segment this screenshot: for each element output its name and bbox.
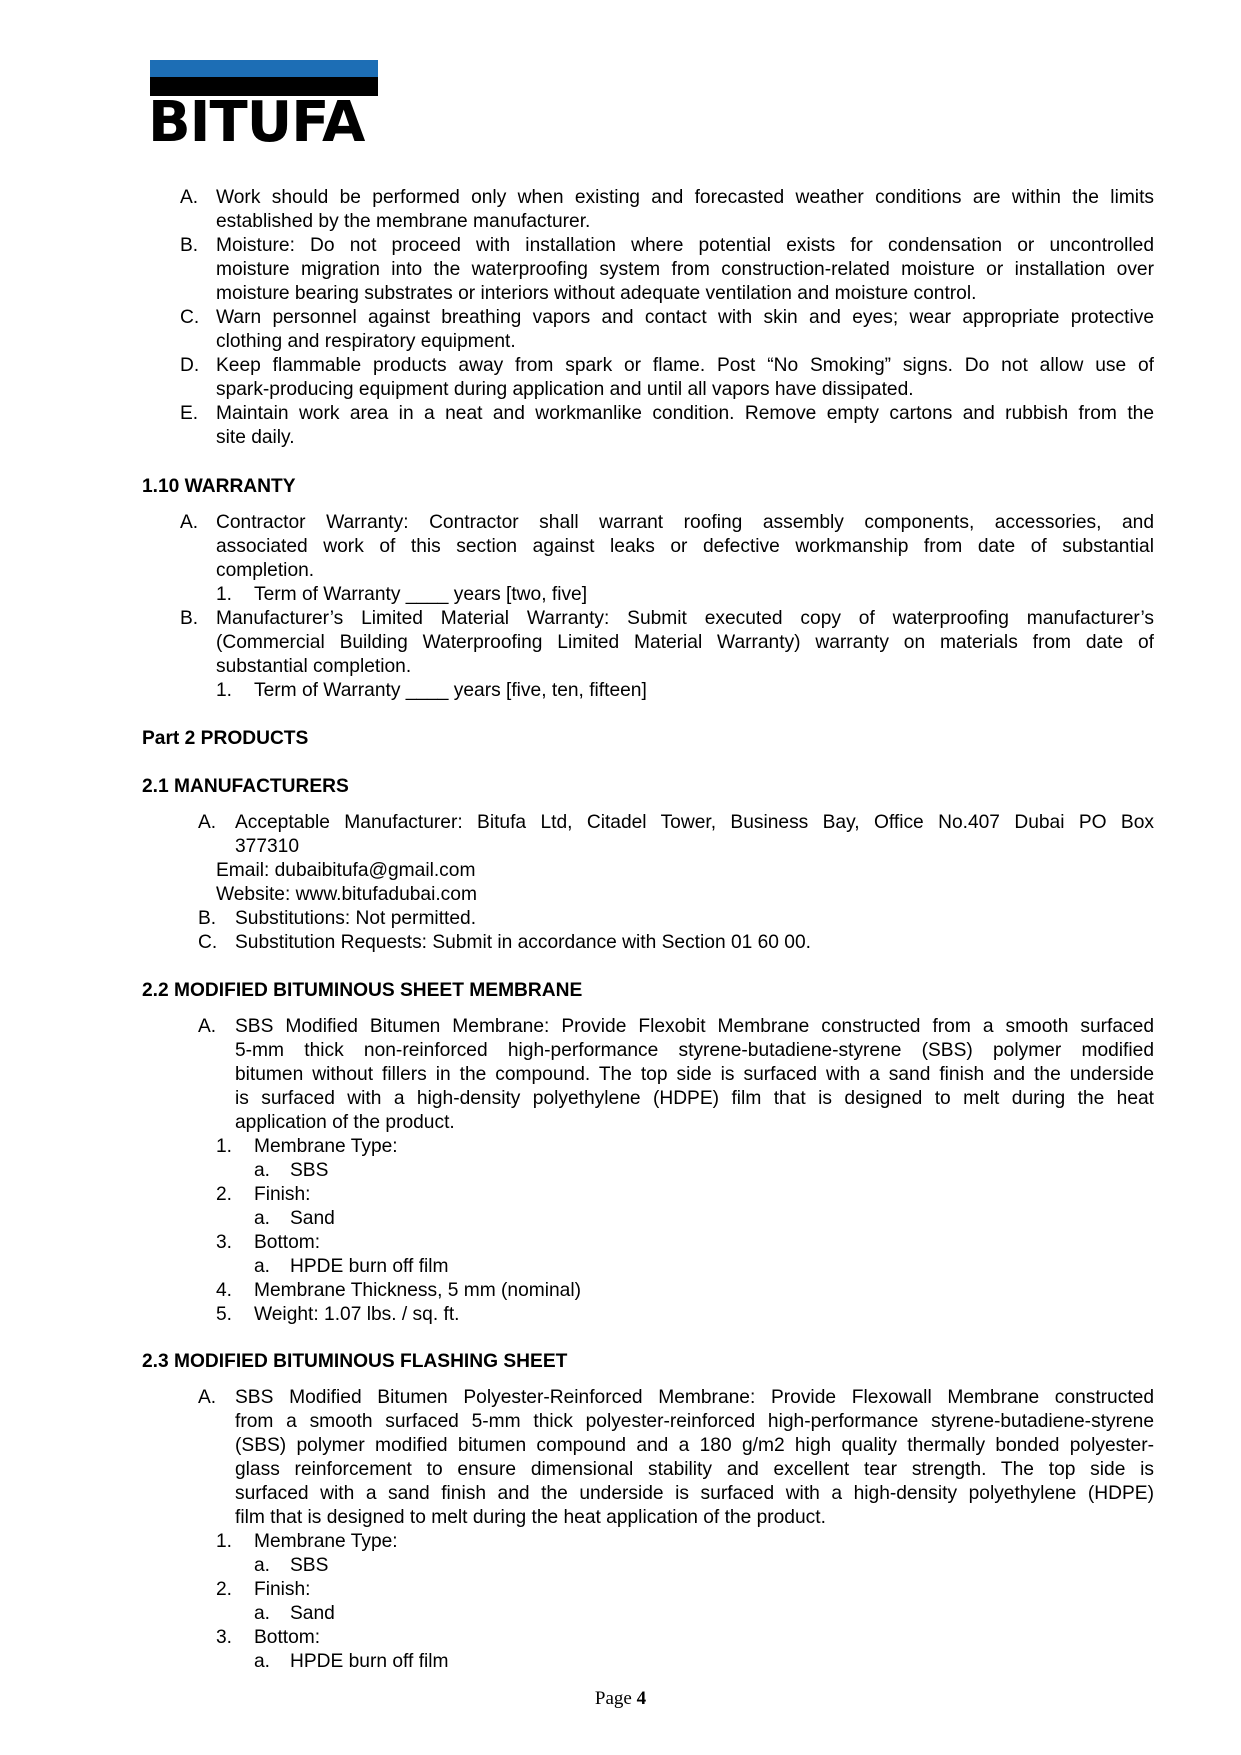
list-item: SBS Modified Bitumen Membrane: Provide Flexobit Membrane constructed from a smooth surfaced [235, 1016, 1154, 1037]
list-item: spark-producing equipment during application and until all vapors have dissipated. [216, 379, 914, 400]
list-item: clothing and respiratory equipment. [216, 331, 516, 352]
list-item: film that is designed to melt during the heat application of the product. [235, 1507, 826, 1528]
list-marker: A. [198, 812, 217, 833]
sublist-marker: a. [254, 1603, 271, 1624]
list-marker: C. [198, 932, 218, 953]
website-line: Website: www.bitufadubai.com [216, 884, 477, 905]
list-item: Term of Warranty ____ years [two, five] [254, 584, 588, 605]
list-item: (Commercial Building Waterproofing Limited Material Warranty) warranty on materials from date of [216, 632, 1154, 653]
list-item: Substitution Requests: Submit in accordance with Section 01 60 00. [235, 932, 811, 953]
section-heading-warranty: 1.10 WARRANTY [142, 476, 296, 497]
section-heading-sheet-membrane: 2.2 MODIFIED BITUMINOUS SHEET MEMBRANE [142, 980, 583, 1001]
list-item: SBS Modified Bitumen Polyester-Reinforced Membrane: Provide Flexowall Membrane constructed [235, 1387, 1154, 1408]
list-item: Finish: [254, 1184, 311, 1205]
list-item: associated work of this section against leaks or defective workmanship from date of substantial [216, 536, 1154, 557]
list-item: Moisture: Do not proceed with installation where potential exists for condensation or uncontrolled [216, 235, 1154, 256]
list-item: from a smooth surfaced 5-mm thick polyester-reinforced high-performance styrene-butadiene-styrene [235, 1411, 1154, 1432]
list-item: completion. [216, 560, 315, 581]
list-item: Manufacturer’s Limited Material Warranty: Submit executed copy of waterproofing manufacturer’s [216, 608, 1154, 629]
list-marker: 3. [216, 1627, 233, 1648]
list-item: Membrane Type: [254, 1136, 398, 1157]
list-item: Warn personnel against breathing vapors and contact with skin and eyes; wear appropriate protective [216, 307, 1154, 328]
sublist-marker: a. [254, 1256, 271, 1277]
page-number: 4 [636, 1688, 647, 1709]
sublist-item: SBS [290, 1555, 329, 1576]
list-item: established by the membrane manufacturer. [216, 211, 591, 232]
list-marker: 1. [216, 680, 233, 701]
list-item: bitumen without fillers in the compound. The top side is surfaced with a sand finish and the underside [235, 1064, 1154, 1085]
list-marker: 1. [216, 1531, 233, 1552]
list-item: application of the product. [235, 1112, 455, 1133]
list-marker: 3. [216, 1232, 233, 1253]
list-marker: 5. [216, 1304, 233, 1325]
list-item: moisture migration into the waterproofing system from construction-related moisture or installation over [216, 259, 1154, 280]
list-marker: A. [180, 512, 199, 533]
sublist-item: SBS [290, 1160, 329, 1181]
sublist-marker: a. [254, 1651, 271, 1672]
list-item: Maintain work area in a neat and workmanlike condition. Remove empty cartons and rubbish from the [216, 403, 1154, 424]
list-item: Acceptable Manufacturer: Bitufa Ltd, Citadel Tower, Business Bay, Office No.407 Dubai PO Box [235, 812, 1154, 833]
list-item: Membrane Type: [254, 1531, 398, 1552]
list-item: glass reinforcement to ensure dimensional stability and excellent tear strength. The top side is [235, 1459, 1154, 1480]
sublist-marker: a. [254, 1208, 271, 1229]
list-item: surfaced with a sand finish and the underside is surfaced with a high-density polyethylene (HDPE) [235, 1483, 1154, 1504]
part-heading: Part 2 PRODUCTS [142, 728, 309, 749]
sublist-item: Sand [290, 1603, 335, 1624]
list-item: Membrane Thickness, 5 mm (nominal) [254, 1280, 582, 1301]
list-item: Bottom: [254, 1627, 321, 1648]
email-line: Email: dubaibitufa@gmail.com [216, 860, 476, 881]
sublist-item: HPDE burn off film [290, 1256, 449, 1277]
list-marker: A. [180, 187, 199, 208]
list-item: moisture bearing substrates or interiors without adequate ventilation and moisture control. [216, 283, 977, 304]
list-marker: 1. [216, 584, 233, 605]
section-heading-flashing-sheet: 2.3 MODIFIED BITUMINOUS FLASHING SHEET [142, 1351, 568, 1372]
list-marker: A. [198, 1387, 217, 1408]
list-marker: 4. [216, 1280, 233, 1301]
sublist-marker: a. [254, 1160, 271, 1181]
list-item: 377310 [235, 836, 300, 857]
list-marker: B. [180, 608, 199, 629]
list-item: is surfaced with a high-density polyethylene (HDPE) film that is designed to melt during the heat [235, 1088, 1154, 1109]
list-marker: B. [198, 908, 217, 929]
list-item: Term of Warranty ____ years [five, ten, fifteen] [254, 680, 647, 701]
list-marker: 2. [216, 1184, 233, 1205]
list-item: Keep flammable products away from spark or flame. Post “No Smoking” signs. Do not allow use of [216, 355, 1154, 376]
list-marker: 2. [216, 1579, 233, 1600]
list-marker: C. [180, 307, 200, 328]
list-item: Work should be performed only when existing and forecasted weather conditions are within the limits [216, 187, 1154, 208]
list-item: Substitutions: Not permitted. [235, 908, 477, 929]
list-marker: A. [198, 1016, 217, 1037]
list-marker: E. [180, 403, 199, 424]
logo-wordmark: BITUFA [148, 90, 365, 155]
list-item: Bottom: [254, 1232, 321, 1253]
list-item: substantial completion. [216, 656, 412, 677]
list-marker: 1. [216, 1136, 233, 1157]
list-item: Finish: [254, 1579, 311, 1600]
page-footer [0, 1688, 1241, 1710]
list-item: Weight: 1.07 lbs. / sq. ft. [254, 1304, 460, 1325]
bitufa-logo [150, 60, 378, 153]
list-item: Contractor Warranty: Contractor shall warrant roofing assembly components, accessories, and [216, 512, 1154, 533]
sublist-item: Sand [290, 1208, 335, 1229]
list-marker: B. [180, 235, 199, 256]
list-item: site daily. [216, 427, 295, 448]
sublist-marker: a. [254, 1555, 271, 1576]
page-label: Page [594, 1688, 632, 1709]
logo-blue-bar [150, 60, 378, 77]
list-item: (SBS) polymer modified bitumen compound and a 180 g/m2 high quality thermally bonded polyester- [235, 1435, 1154, 1456]
sublist-item: HPDE burn off film [290, 1651, 449, 1672]
list-marker: D. [180, 355, 200, 376]
list-item: 5-mm thick non-reinforced high-performance styrene-butadiene-styrene (SBS) polymer modified [235, 1040, 1154, 1061]
section-heading-manufacturers: 2.1 MANUFACTURERS [142, 776, 349, 797]
